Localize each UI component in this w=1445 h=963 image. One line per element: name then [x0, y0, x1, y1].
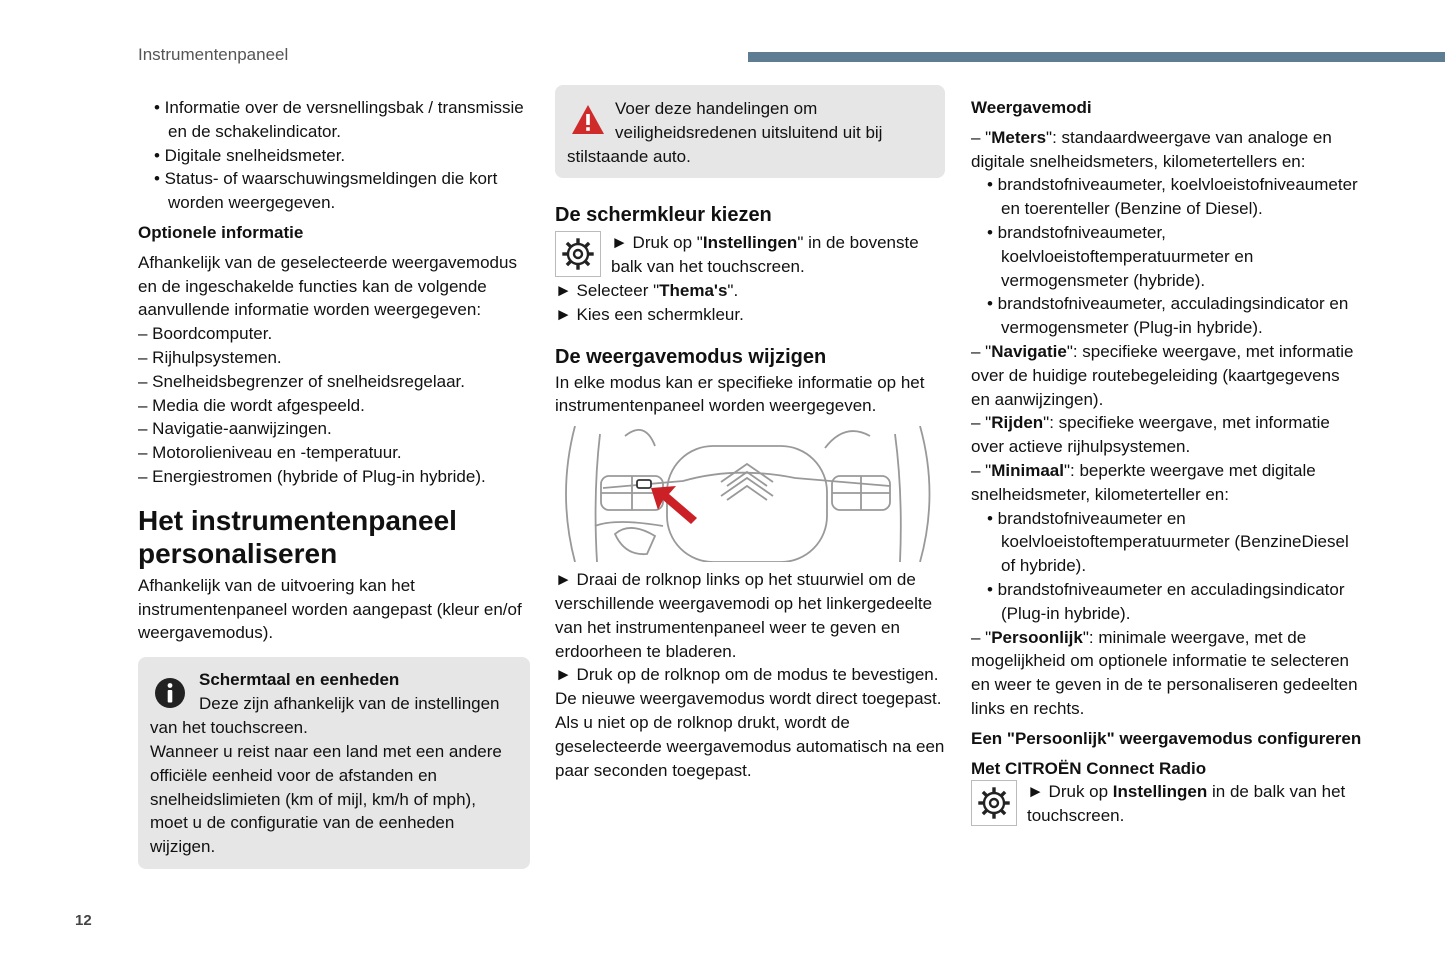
mode-step: ► Draai de rolknop links op het stuurwiel om de verschillende weergavemodi op het linkergedeelte van het instrumentenpaneel weer te geven en erdoorheen te bladeren. — [555, 570, 933, 661]
section-title-color: De schermkleur kiezen — [555, 204, 772, 226]
mode-desc-minimal: – "Minimaal": beperkte weergave met digitale snelheidsmeter, kilometerteller en: — [971, 460, 1316, 504]
step-line: touchscreen. — [1027, 806, 1125, 826]
list-item: – Energiestromen (hybride of Plug-in hybride). — [138, 466, 486, 486]
list-item: • Status- of waarschuwingsmeldingen die kort worden weergegeven. — [154, 169, 498, 213]
page-title: Het instrumentenpaneel personaliseren — [138, 504, 457, 569]
running-header: Instrumentenpaneel — [138, 45, 289, 64]
list-item: – Snelheidsbegrenzer of snelheidsregelaar. — [138, 371, 466, 391]
mode-intro: In elke modus kan er specifieke informatie op het instrumentenpaneel worden weergegeven. — [555, 372, 925, 416]
list-item: • brandstofniveaumeter en koelvloeistoftemperatuurmeter (BenzineDiesel of hybride). — [987, 508, 1349, 576]
info-text: Wanneer u reist naar een land met een andere officiële eenheid voor de afstanden en snelheidslimieten (km of mijl, km/h of mph), moet u de configuratie van de eenheden wijzigen. — [150, 741, 502, 857]
list-item: – Media die wordt afgespeeld. — [138, 395, 365, 415]
mode-step: ► Druk op de rolknop om de modus te bevestigen. — [555, 665, 939, 685]
mode-desc-meters: – "Meters": standaardweergave van analoge en digitale snelheidsmeters, kilometertellers en: — [971, 127, 1332, 171]
config-title: Een "Persoonlijk" weergavemodus configureren — [971, 728, 1362, 748]
personalise-intro: Afhankelijk van de uitvoering kan het instrumentenpaneel worden aangepast (kleur en/of weergavemodus). — [138, 575, 522, 643]
warning-icon — [571, 104, 605, 135]
warning-box — [555, 85, 945, 178]
step-line: balk van het touchscreen. — [611, 257, 805, 276]
warning-text-line: stilstaande auto. — [567, 147, 691, 166]
column-left — [138, 96, 530, 869]
info-text-line: van het touchscreen. — [150, 718, 308, 738]
optional-info-intro: Afhankelijk van de geselecteerde weergavemodus en de ingeschakelde functies kan de volgende aanvullende informatie worden weergegeven: — [138, 252, 517, 320]
modes-title: Weergavemodi — [971, 98, 1092, 117]
step-line: ► Kies een schermkleur. — [555, 304, 744, 324]
mode-desc-navigation: – "Navigatie": specifieke weergave, met informatie over de huidige routebegeleiding (kaartgegevens en aanwijzingen). — [971, 341, 1354, 409]
list-item: – Navigatie-aanwijzingen. — [138, 419, 332, 439]
info-box — [138, 657, 530, 869]
warning-text-line: veiligheidsredenen uitsluitend uit bij — [615, 123, 883, 142]
settings-gear-icon — [555, 231, 601, 277]
optional-info-title: Optionele informatie — [138, 222, 304, 242]
header-bar — [748, 52, 1445, 62]
info-title: Schermtaal en eenheden — [199, 670, 400, 690]
column-middle — [555, 85, 945, 782]
page-number: 12 — [75, 912, 92, 929]
info-icon — [154, 677, 186, 709]
steering-wheel-illustration — [555, 426, 945, 568]
step-line: ► Selecteer "Thema's". — [555, 281, 739, 300]
warning-text-line: Voer deze handelingen om — [615, 99, 818, 118]
list-item: • brandstofniveaumeter en acculadingsindicator (Plug-in hybride). — [987, 579, 1345, 623]
settings-gear-icon — [971, 780, 1017, 826]
list-item: – Rijhulpsystemen. — [138, 347, 282, 367]
mode-desc-drive: – "Rijden": specifieke weergave, met informatie over actieve rijhulpsystemen. — [971, 413, 1330, 457]
list-item: – Boordcomputer. — [138, 324, 273, 344]
section-title-mode: De weergavemodus wijzigen — [555, 345, 827, 368]
mode-text: Als u niet op de rolknop drukt, wordt de geselecteerde weergavemodus automatisch na een paar seconden toegepast. — [555, 712, 945, 780]
list-item: – Motorolieniveau en -temperatuur. — [138, 443, 402, 463]
list-item: • Informatie over de versnellingsbak / transmissie en de schakelindicator. — [154, 98, 524, 141]
radio-title: Met CITROËN Connect Radio — [971, 758, 1207, 778]
info-text-line: Deze zijn afhankelijk van de instellingen — [199, 694, 500, 714]
list-item: • Digitale snelheidsmeter. — [154, 145, 346, 165]
mode-desc-personal: – "Persoonlijk": minimale weergave, met de mogelijkheid om optionele informatie te selecteren en weer te geven in de te personaliseren gedeelten links en rechts. — [971, 627, 1358, 718]
list-item: • brandstofniveaumeter, koelvloeistoftemperatuurmeter en vermogensmeter (hybride). — [987, 222, 1254, 290]
mode-text: De nieuwe weergavemodus wordt direct toegepast. — [555, 689, 942, 709]
list-item: • brandstofniveaumeter, koelvloeistofniveaumeter en toerenteller (Benzine of Diesel). — [987, 175, 1358, 219]
step-line: ► Druk op "Instellingen" in de bovenste — [611, 233, 919, 252]
column-right — [971, 96, 1363, 828]
step-line: ► Druk op Instellingen in de balk van het — [1027, 782, 1346, 802]
list-item: • brandstofniveaumeter, acculadingsindicator en vermogensmeter (Plug-in hybride). — [987, 294, 1349, 338]
